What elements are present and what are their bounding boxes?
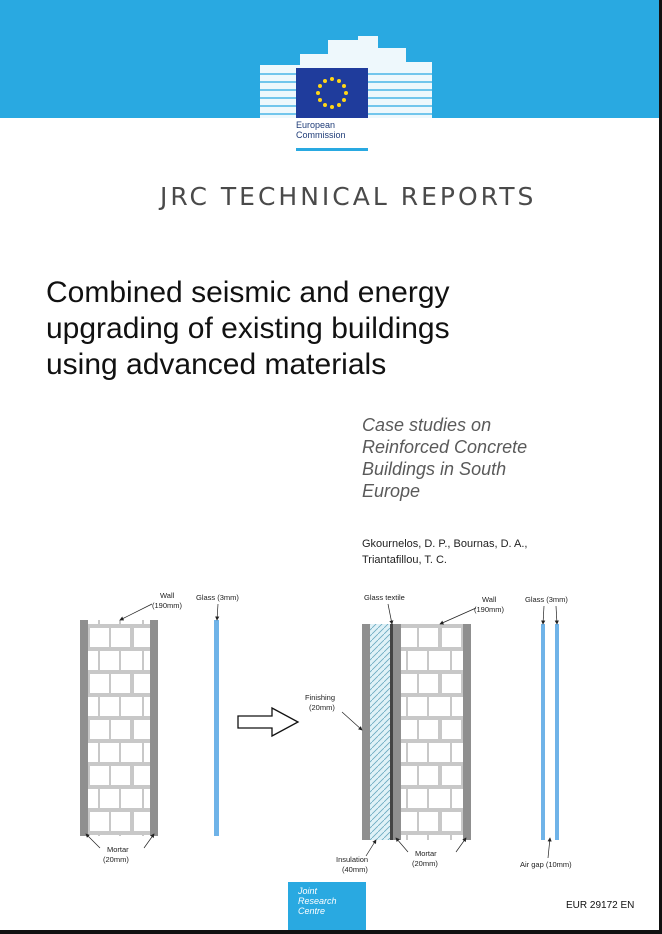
jrc-logo-text	[298, 886, 358, 916]
label-mortar-thickness: (20mm)	[103, 855, 129, 864]
page-edge-bottom	[0, 930, 662, 934]
subtitle-line: Reinforced Concrete	[362, 437, 528, 457]
organization-name-line2: Commission	[296, 130, 346, 140]
series-title: JRC TECHNICAL REPORTS	[160, 182, 537, 211]
brick-wall	[88, 620, 150, 836]
label-wall: Wall	[160, 591, 175, 600]
subtitle-line: Europe	[362, 481, 421, 501]
glass-textile-layer	[390, 624, 393, 840]
label-insulation-thickness: (40mm)	[342, 865, 368, 874]
title-line: upgrading of existing buildings	[46, 312, 450, 345]
glass-pane-outer	[541, 624, 545, 840]
label-wall-thickness: (190mm)	[152, 601, 183, 610]
label-glass: Glass (3mm)	[196, 593, 239, 602]
author-line: Triantafillou, T. C.	[362, 554, 447, 566]
insulation-layer	[370, 624, 390, 840]
logo-underline	[296, 148, 368, 151]
label-mortar: Mortar	[107, 845, 129, 854]
wall-left-plaster	[80, 620, 88, 836]
subtitle-line: Buildings in South	[362, 459, 507, 479]
glass-pane	[214, 620, 219, 836]
label-mortar: Mortar	[415, 849, 437, 858]
finishing-layer	[362, 624, 370, 840]
eu-flag	[296, 68, 368, 118]
label-wall: Wall	[482, 595, 497, 604]
organization-name-line1: European	[296, 120, 336, 130]
wall-right-plaster	[463, 624, 471, 840]
wall-section-figure	[0, 580, 662, 880]
author-line: Gkournelos, D. P., Bournas, D. A.,	[362, 538, 528, 550]
report-title	[46, 275, 606, 383]
label-wall-thickness: (190mm)	[474, 605, 505, 614]
jrc-line: Centre	[298, 906, 326, 916]
existing-wall-section	[80, 620, 219, 836]
label-glass: Glass (3mm)	[525, 595, 568, 604]
title-line: Combined seismic and energy	[46, 276, 450, 309]
label-finishing: Finishing	[305, 693, 336, 702]
wall-plaster-layer	[393, 624, 401, 840]
right-arrow-icon	[238, 708, 298, 736]
wall-right-plaster	[150, 620, 158, 836]
retrofitted-wall-section	[362, 624, 559, 840]
label-mortar-thickness: (20mm)	[412, 859, 438, 868]
report-id: EUR 29172 EN	[566, 900, 635, 911]
report-subtitle	[362, 414, 602, 502]
jrc-line: Joint	[298, 886, 318, 896]
brick-wall	[401, 624, 463, 840]
subtitle-line: Case studies on	[362, 415, 492, 435]
glass-pane-inner	[555, 624, 559, 840]
label-glass-textile: Glass textile	[364, 593, 405, 602]
label-air-gap: Air gap (10mm)	[520, 860, 572, 869]
label-finishing-thickness: (20mm)	[309, 703, 335, 712]
title-line: using advanced materials	[46, 348, 387, 381]
authors	[362, 536, 602, 568]
jrc-line: Research	[298, 896, 337, 906]
label-insulation: Insulation	[336, 855, 369, 864]
